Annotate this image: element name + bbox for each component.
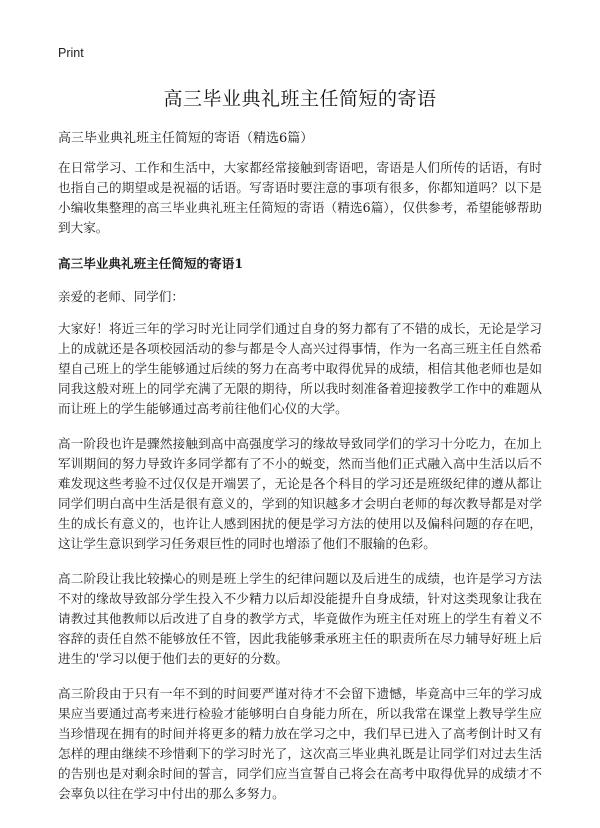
- body-paragraph: 高二阶段让我比较操心的则是班上学生的纪律问题以及后进生的成绩，也许是学习方法不对的缘故导致部分学生投入不少精力以后却没能提升自身成绩，针对这类现象让我在请教过其他教师以后改进了自身的教学方式，毕竟做作为班主任对班上的学生有着义不容辞的责任自然不能够放任不管，因此我能够秉承班主任的职责所在尽力辅导好班上后进生的'学习以便于他们去的更好的分数。: [58, 571, 542, 666]
- intro-paragraph: 在日常学习、工作和生活中，大家都经常接触到寄语吧，寄语是人们所传的话语，有时也指自己的期望或是祝福的话语。写寄语时要注意的事项有很多，你都知道吗？以下是小编收集整理的高三毕业典礼班主任简短的寄语（精选6篇），仅供参考，希望能够帮助到大家。: [58, 160, 542, 235]
- section-heading: 高三毕业典礼班主任简短的寄语1: [58, 256, 244, 271]
- page-title: 高三毕业典礼班主任简短的寄语: [163, 88, 437, 110]
- body-paragraph: 高一阶段也许是骤然接触到高中高强度学习的缘故导致同学们的学习十分吃力，在加上军训期间的努力导致许多同学都有了不小的蜕变，然而当他们正式融入高中生活以后不难发现这些考验不过仅仅是开端罢了，无论是各个科目的学习还是班级纪律的遵从都让同学们明白高中生活是很有意义的，学到的知识越多才会明白老师的每次教导都是对学生的成长有意义的，也许让人感到困扰的便是学习方法的使用以及偏科问题的存在吧，这让学生意识到学习任务艰巨性的同时也增添了他们不服输的色彩。: [58, 436, 542, 551]
- print-link[interactable]: Print: [58, 46, 84, 60]
- greeting: 亲爱的老师、同学们：: [58, 289, 184, 304]
- body-paragraph: 大家好！将近三年的学习时光让同学们通过自身的努力都有了不错的成长，无论是学习上的成就还是各项校园活动的参与都是令人高兴过得事情，作为一名高三班主任自然希望自己班上的学生能够通过后续的努力在高考中取得优异的成绩，相信其他老师也是如同我这般对班上的同学充满了无限的期待，所以我时刻准备着迎接教学工作中的难题从而让班上的学生能够通过高考前往他们心仪的大学。: [58, 321, 542, 416]
- document-subtitle: 高三毕业典礼班主任简短的寄语（精选6篇）: [58, 131, 314, 146]
- body-paragraph: 高三阶段由于只有一年不到的时间要严谨对待才不会留下遗憾，毕竟高中三年的学习成果应当要通过高考来进行检验才能够明白自身能力所在，所以我常在课堂上教导学生应当珍惜现在拥有的时间并将更多的精力放在学习之中，我们早已进入了高考倒计时又有怎样的理由继续不珍惜剩下的学习时光了，这次高三毕业典礼既是让同学们对过去生活的告别也是对剩余时间的誓言，同学们应当宣誓自己将会在高考中取得优异的成绩才不会辜负以往在学习中付出的那么多努力。: [58, 686, 542, 801]
